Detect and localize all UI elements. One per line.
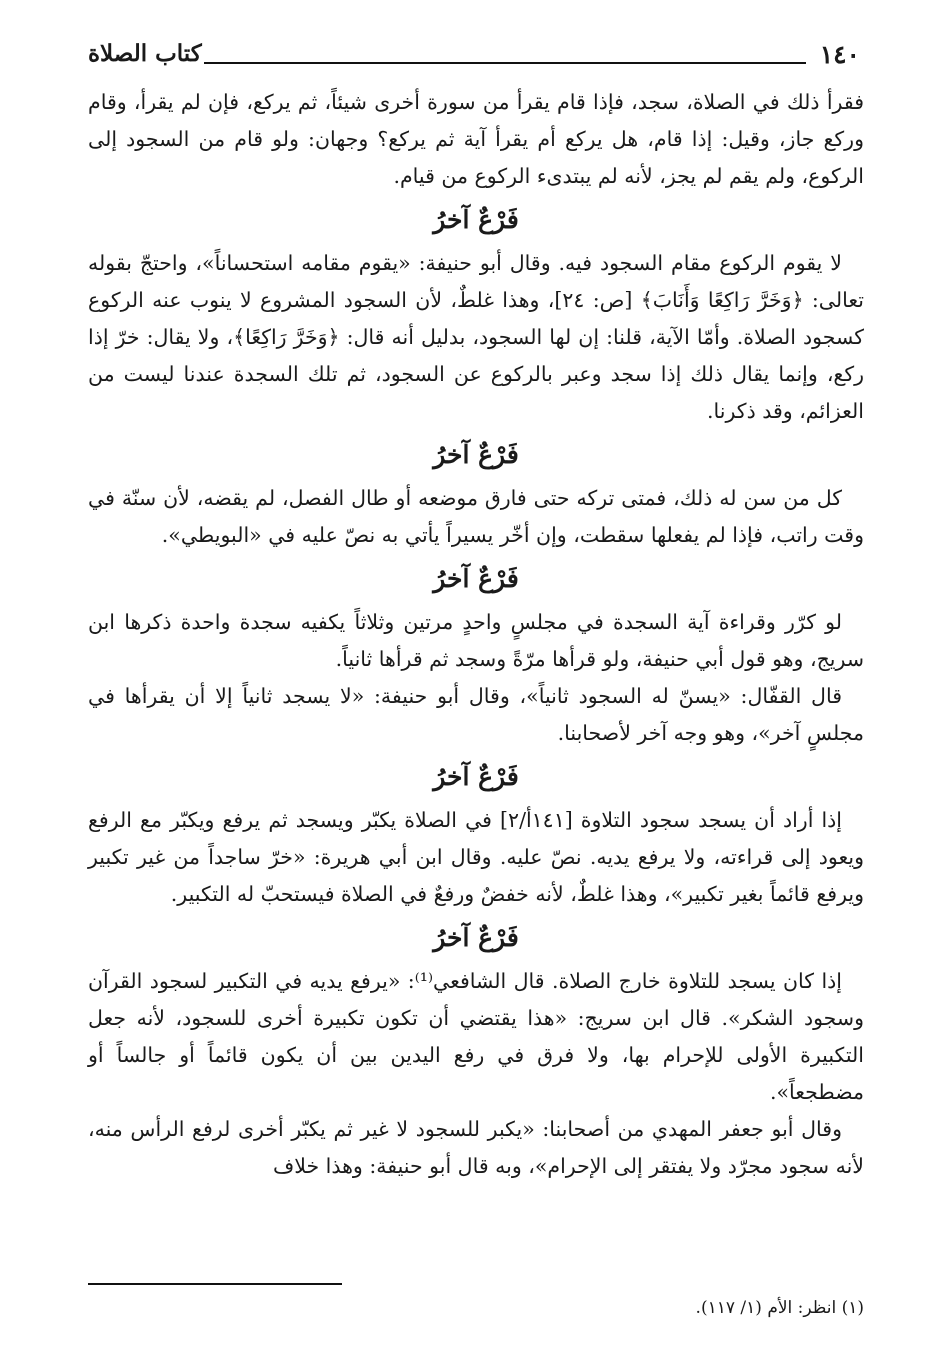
paragraph: إذا كان يسجد للتلاوة خارج الصلاة. قال الشافعي⁽¹⁾: «يرفع يديه في التكبير لسجود القرآن وسجود الشكر». قال ابن سريج: «هذا يقتضي أن تكون تكبيرة أخرى للسجود، لأنه جعل التكبيرة الأولى للإحرام بها، ولا فرق في رفع اليدين بين أن يكون قائماً أو جالساً أو مضطجعاً».	[88, 969, 865, 1104]
paragraph: وقال أبو جعفر المهدي من أصحابنا: «يكبر للسجود لا غير ثم يكبّر أخرى لرفع الرأس منه، لأنه سجود مجرّد ولا يفتقر إلى الإحرام»، وبه قال أبو حنيفة: وهذا خلاف	[88, 1117, 864, 1178]
section-heading: فَرْعٌ آخرُ	[433, 923, 519, 952]
section-heading: فَرْعٌ آخرُ	[433, 564, 519, 593]
paragraph: قال القفّال: «يسنّ له السجود ثانياً»، وقال أبو حنيفة: «لا يسجد ثانياً إلا أن يقرأها في مجلسٍ آخر»، وهو وجه آخر لأصحابنا.	[88, 684, 864, 745]
paragraph: لو كرّر وقراءة آية السجدة في مجلسٍ واحدٍ مرتين وثلاثاً يكفيه سجدة واحدة ذكرها ابن سريج، وهو قول أبي حنيفة، ولو قرأها مرّةً وسجد ثم قرأها ثانياً.	[88, 610, 864, 671]
section-heading: فَرْعٌ آخرُ	[433, 205, 519, 234]
header-rule	[204, 62, 806, 64]
page-header	[88, 36, 864, 76]
paragraph: كل من سن له ذلك، فمتى تركه حتى فارق موضعه أو طال الفصل، لم يقضه، لأن سنّة في وقت راتب، فإذا لم يفعلها سقطت، وإن أخّر يسيراً يأتي به نصّ عليه في «البويطي».	[88, 486, 864, 547]
paragraph: لا يقوم الركوع مقام السجود فيه. وقال أبو حنيفة: «يقوم مقامه استحساناً»، واحتجّ بقوله تعالى: ﴿وَخَرَّ رَاكِعًا وَأَنَابَ﴾ [ص: ٢٤]، وهذا غلطٌ، لأن السجود المشروع لا ينوب عنه الركوع كسجود الصلاة. وأمّا الآية، قلنا: إن لها السجود، بدليل أنه قال: ﴿وَخَرَّ رَاكِعًا﴾، ولا يقال: خرّ إذا ركع، وإنما يقال ذلك إذا سجد وعبر بالركوع عن السجود، ثم تلك السجدة عندنا ليست من العزائم، وقد ذكرنا.	[88, 251, 864, 423]
footnote-rule	[88, 1283, 342, 1285]
footnote: (١) انظر: الأم (١/ ١١٧).	[695, 1298, 864, 1318]
page-body	[88, 84, 864, 1185]
section-heading: فَرْعٌ آخرُ	[433, 762, 519, 791]
paragraph: فقرأ ذلك في الصلاة، سجد، فإذا قام يقرأ من سورة أخرى شيئاً، ثم يركع، فإن لم يقرأ، وقام وركع جاز، وقيل: إذا قام، هل يركع أم يقرأ آية ثم يركع؟ وجهان: ولو قام من السجود إلى الركوع، ولم يقم لم يجز، لأنه لم يبتدىء الركوع من قيام.	[88, 90, 864, 188]
paragraph: إذا أراد أن يسجد سجود التلاوة [١٤١أ/٢] في الصلاة يكبّر ويسجد ثم يرفع ويكبّر مع الرفع ويعود إلى قراءته، ولا يرفع يديه. نصّ عليه. وقال ابن أبي هريرة: «خرّ ساجداً من غير تكبير ويرفع قائماً بغير تكبير»، وهذا غلطٌ، لأنه خفضٌ ورفعٌ في الصلاة فيستحبّ له التكبير.	[88, 808, 864, 906]
section-heading: فَرْعٌ آخرُ	[433, 440, 519, 469]
page-number: ١٤٠	[819, 40, 860, 69]
book-title: كتاب الصلاة	[88, 40, 202, 67]
page	[88, 36, 864, 1336]
